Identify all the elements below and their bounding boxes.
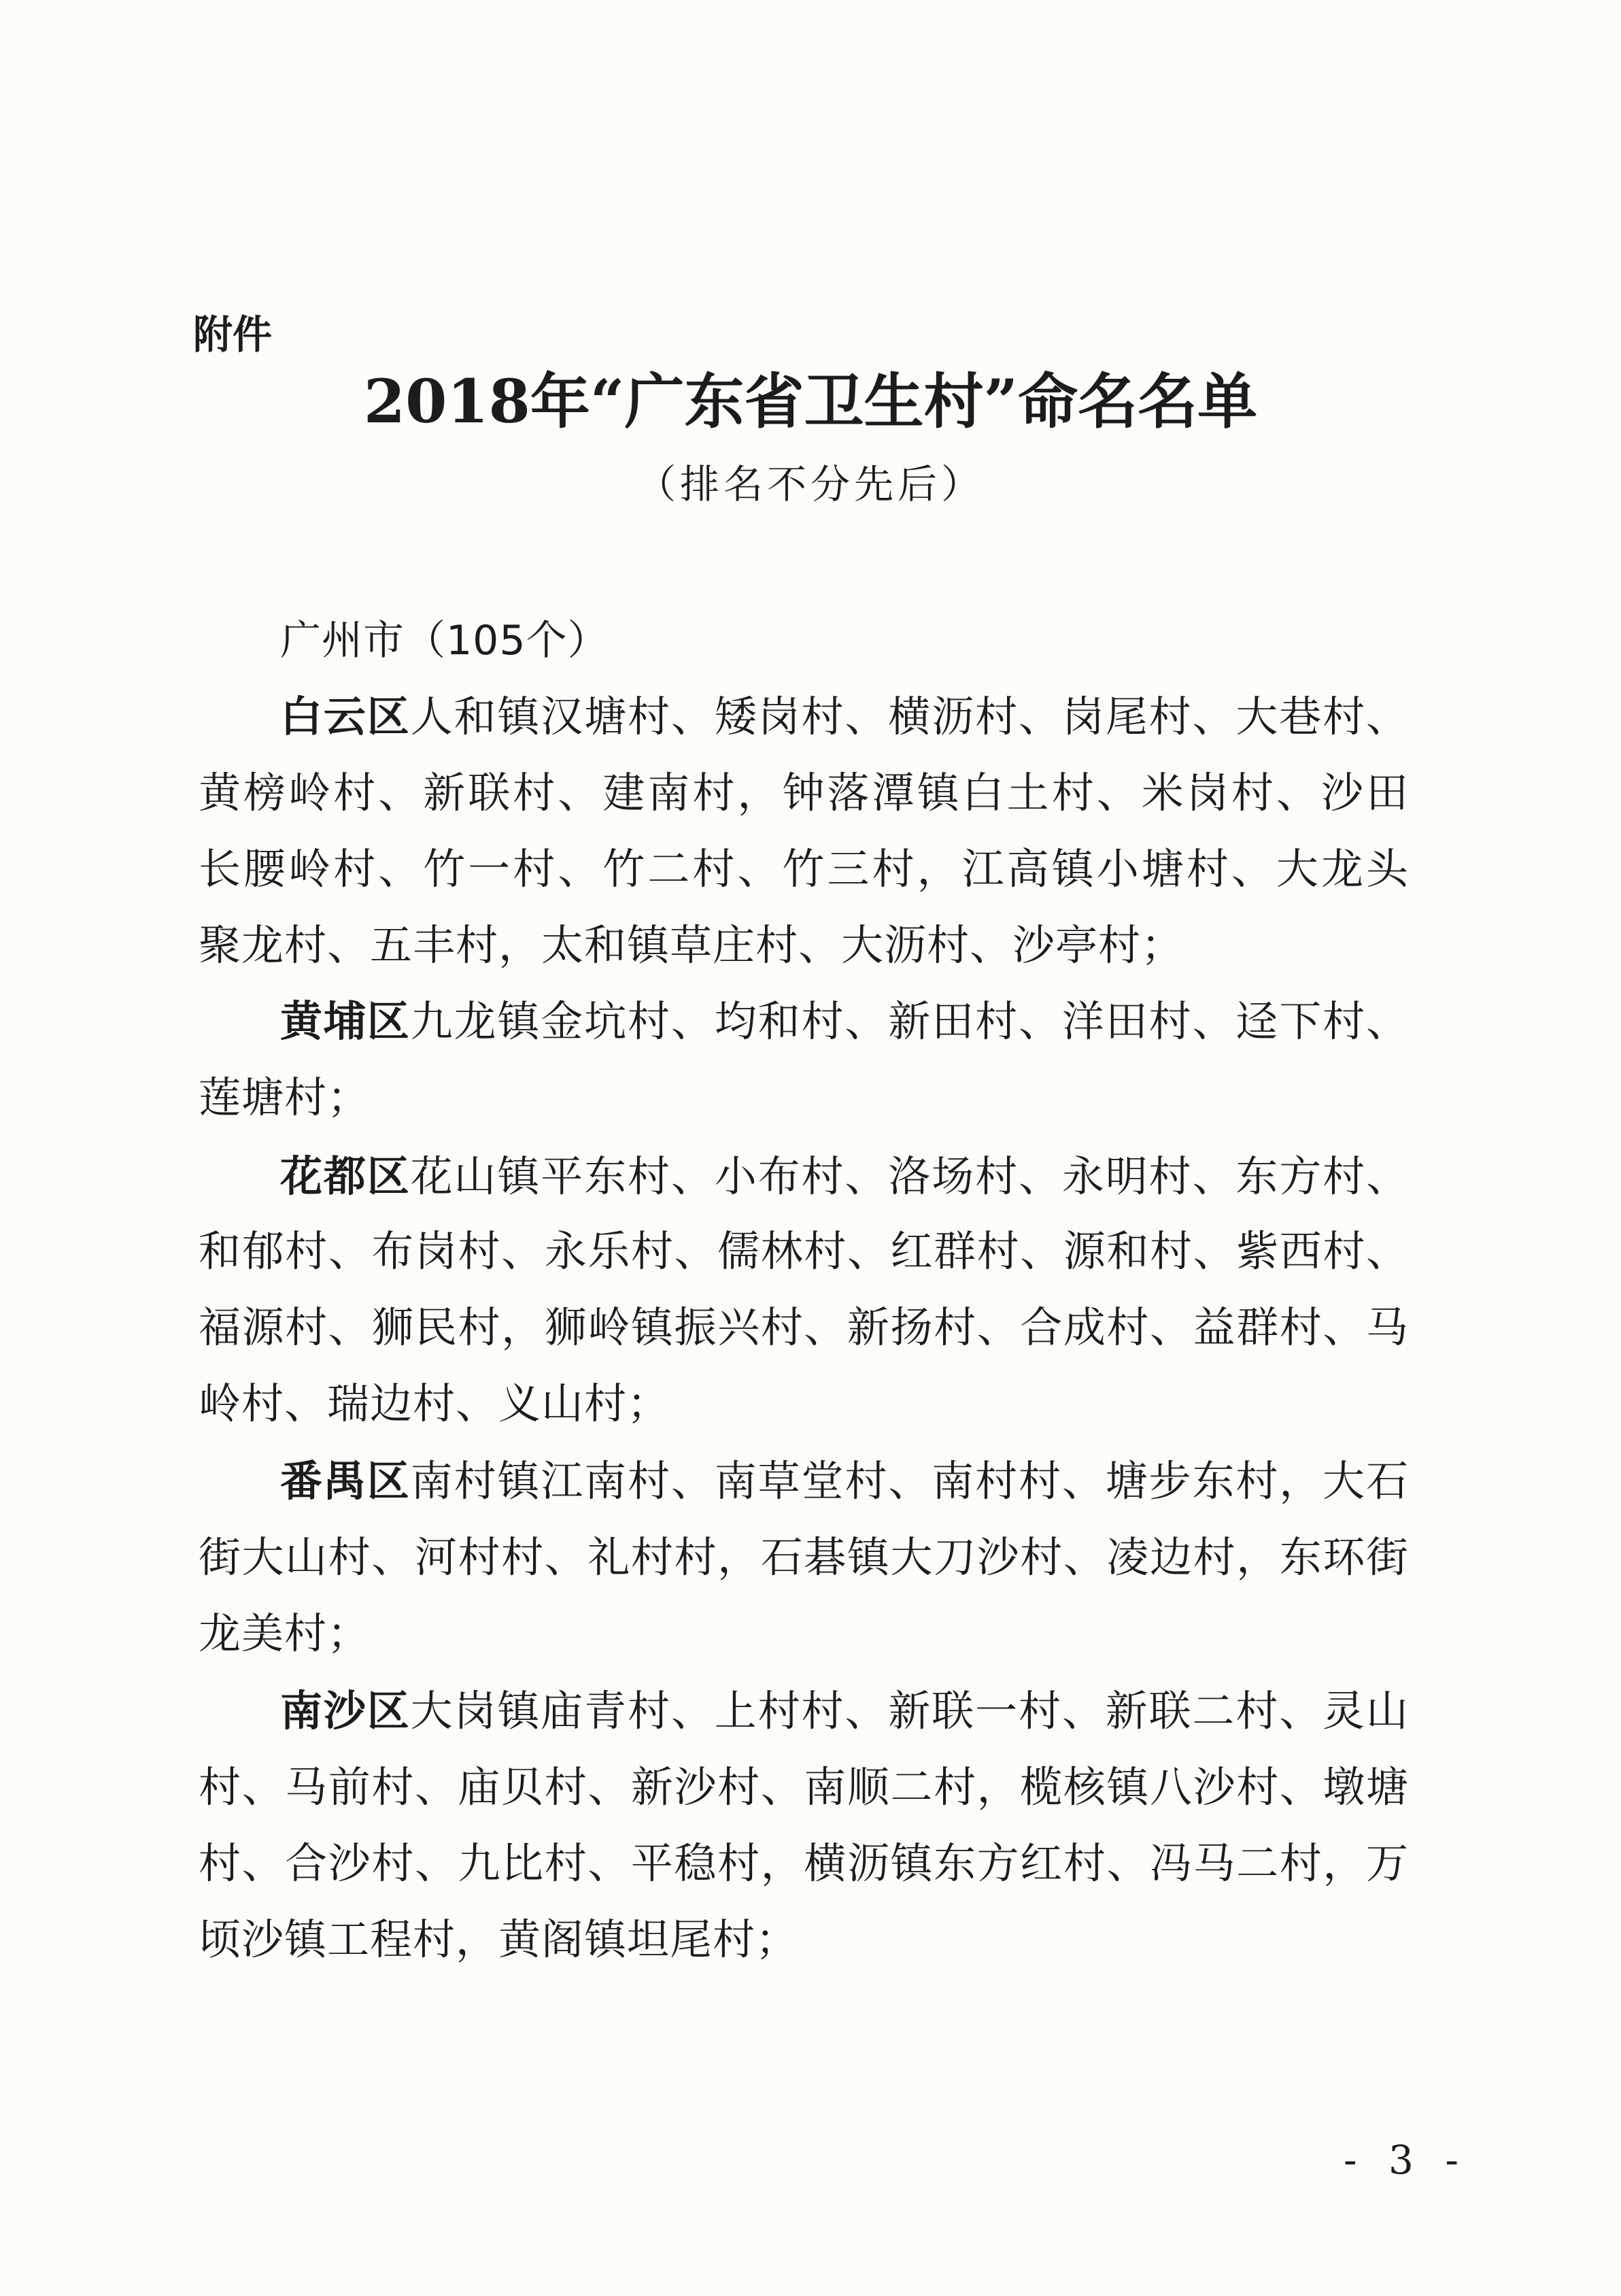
paragraph-line: 和郁村、布岗村、永乐村、儒林村、红群村、源和村、紫西村、 [199, 1226, 1409, 1276]
district-name: 黄埔区 [280, 996, 411, 1046]
district-text: 人和镇汉塘村、矮岗村、横沥村、岗尾村、大巷村、 [410, 692, 1409, 741]
paragraph-line: 村、合沙村、九比村、平稳村，横沥镇东方红村、冯马二村，万 [199, 1838, 1409, 1888]
district-text: 大岗镇庙青村、上村村、新联一村、新联二村、灵山 [410, 1686, 1409, 1736]
paragraph-line: 岭村、瑞边村、义山村； [199, 1379, 670, 1428]
paragraph-line: 龙美村； [199, 1608, 371, 1658]
paragraph-line: 顷沙镇工程村，黄阁镇坦尾村； [199, 1914, 799, 1964]
district-text: 九龙镇金坑村、均和村、新田村、洋田村、迳下村、 [410, 996, 1409, 1046]
paragraph-line [280, 690, 1409, 744]
district-name: 番禺区 [280, 1456, 411, 1506]
paragraph-line: 黄榜岭村、新联村、建南村，钟落潭镇白土村、米岗村、沙田 [199, 768, 1409, 817]
document-title: 2018年“广东省卫生村”命名名单 [363, 366, 1258, 437]
paragraph-line: 聚龙村、五丰村，太和镇草庄村、大沥村、沙亭村； [199, 920, 1184, 970]
paragraph-line: 长腰岭村、竹一村、竹二村、竹三村，江高镇小塘村、大龙头 [199, 844, 1409, 894]
paragraph-line: 村、马前村、庙贝村、新沙村、南顺二村，榄核镇八沙村、墩塘 [199, 1762, 1409, 1812]
document-subtitle: （排名不分先后） [636, 461, 985, 507]
paragraph-line [280, 1684, 1409, 1738]
city-heading: 广州市（105个） [280, 617, 609, 664]
page-number: - 3 - [1344, 2137, 1468, 2183]
paragraph-line [280, 1149, 1409, 1204]
district-text: 花山镇平东村、小布村、洛场村、永明村、东方村、 [410, 1151, 1409, 1201]
district-name: 白云区 [280, 692, 411, 741]
attachment-label: 附件 [193, 311, 273, 358]
district-name: 花都区 [280, 1151, 411, 1201]
paragraph-line [280, 1454, 1409, 1508]
district-text: 南村镇江南村、南草堂村、南村村、塘步东村，大石 [410, 1456, 1409, 1506]
paragraph-line: 莲塘村； [199, 1073, 371, 1122]
paragraph-line: 街大山村、河村村、礼村村，石碁镇大刀沙村、凌边村，东环街 [199, 1532, 1409, 1582]
district-name: 南沙区 [280, 1686, 411, 1736]
paragraph-line [280, 994, 1409, 1049]
paragraph-line: 福源村、狮民村，狮岭镇振兴村、新扬村、合成村、益群村、马 [199, 1302, 1409, 1352]
